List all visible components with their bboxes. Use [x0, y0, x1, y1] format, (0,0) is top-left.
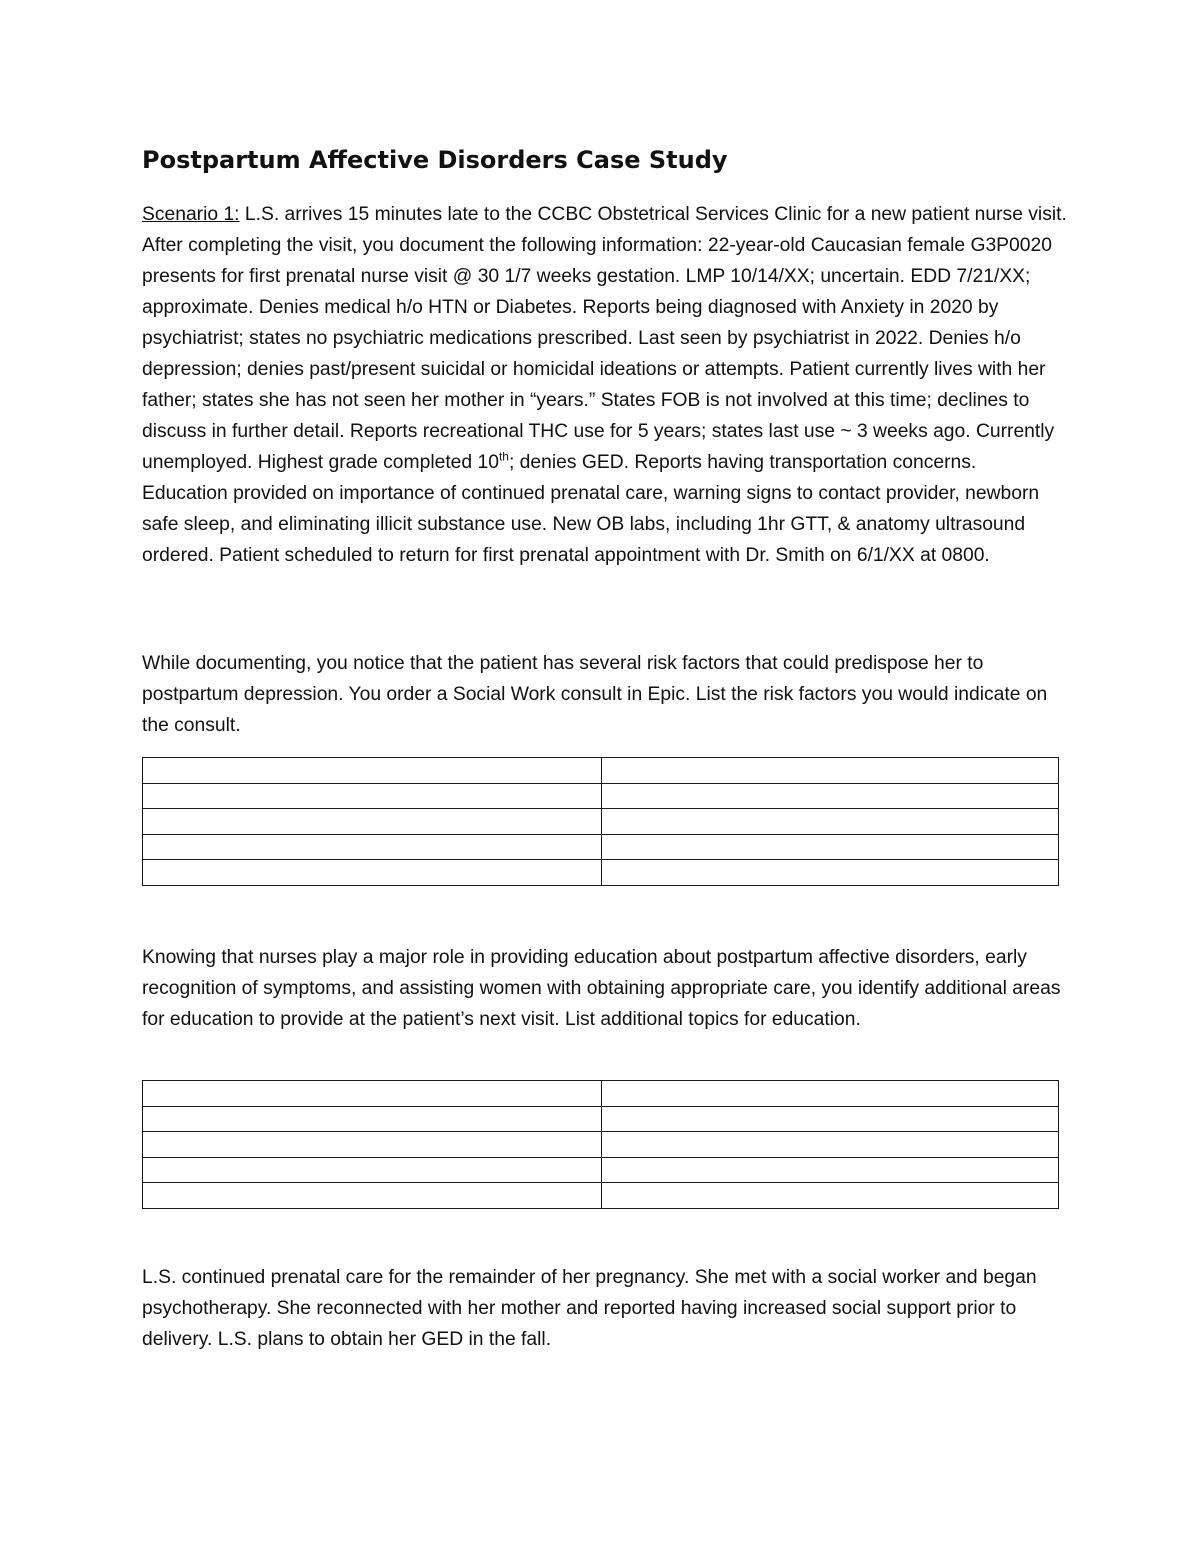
scenario-body: L.S. arrives 15 minutes late to the CCBC Obstetrical Services Clinic for a new patient nurse visit. After completing the visit, you document the following information: 22-year-old Caucasian female G3P0020 presents for first prenatal nurse visit @ 30 1/7 weeks gestation. LMP 10/14/XX; uncertain. EDD 7/21/XX; approximate. Denies medical h/o HTN or Diabetes. Reports being diagnosed with Anxiety in 2020 by psychiatrist; states no psychiatric medications prescribed. Last seen by psychiatrist in 2022. Denies h/o depression; denies past/present suicidal or homicidal ideations or attempts. Patient currently lives with her father; states she has not seen her mother in “years.” States FOB is not involved at this time; declines to discuss in further detail. Reports recreational THC use for 5 years; states last use ~ 3 weeks ago. Currently unemployed. Highest grade completed 10	[142, 204, 1067, 473]
education-topic-row	[143, 1157, 1059, 1183]
risk-factor-cell[interactable]	[143, 783, 602, 809]
education-topic-cell[interactable]	[143, 1183, 602, 1209]
risk-factors-table	[142, 757, 1059, 886]
risk-factor-cell[interactable]	[143, 809, 602, 835]
risk-factor-cell[interactable]	[143, 758, 602, 784]
scenario-label: Scenario 1:	[142, 204, 240, 225]
education-topic-cell[interactable]	[143, 1106, 602, 1132]
education-topic-cell[interactable]	[143, 1132, 602, 1158]
document-title: Postpartum Affective Disorders Case Study	[142, 146, 728, 174]
risk-factor-cell[interactable]	[143, 860, 602, 886]
education-topic-row	[143, 1183, 1059, 1209]
risk-factors-prompt: While documenting, you notice that the patient has several risk factors that could predispose her to postpartum depression. You order a Social Work consult in Epic. List the risk factors you would indicate on the consult.	[142, 653, 1048, 736]
risk-factor-row	[143, 860, 1059, 886]
risk-factor-row	[143, 809, 1059, 835]
risk-factor-row	[143, 783, 1059, 809]
risk-factor-row	[143, 758, 1059, 784]
outcome-paragraph: L.S. continued prenatal care for the remainder of her pregnancy. She met with a social worker and began psychotherapy. She reconnected with her mother and reported having increased social support prior to delivery. L.S. plans to obtain her GED in the fall.	[142, 1267, 1037, 1350]
education-topic-row	[143, 1132, 1059, 1158]
education-topic-row	[143, 1106, 1059, 1132]
scenario-paragraph	[142, 199, 1067, 571]
risk-factor-row	[143, 834, 1059, 860]
risk-factor-cell[interactable]	[143, 834, 602, 860]
education-topic-cell[interactable]	[602, 1132, 1059, 1158]
education-topic-cell[interactable]	[143, 1081, 602, 1107]
risk-factor-cell[interactable]	[602, 809, 1059, 835]
education-topic-cell[interactable]	[602, 1183, 1059, 1209]
education-topic-cell[interactable]	[143, 1157, 602, 1183]
risk-factor-cell[interactable]	[602, 783, 1059, 809]
scenario-body-tail: ; denies GED. Reports having transportation concerns. Education provided on importance of continued prenatal care, warning signs to contact provider, newborn safe sleep, and eliminating illicit substance use. New OB labs, including 1hr GTT, & anatomy ultrasound ordered. Patient scheduled to return for first prenatal appointment with Dr. Smith on 6/1/XX at 0800.	[142, 452, 1040, 566]
risk-factor-cell[interactable]	[602, 758, 1059, 784]
education-topic-cell[interactable]	[602, 1157, 1059, 1183]
education-topic-cell[interactable]	[602, 1081, 1059, 1107]
risk-factor-cell[interactable]	[602, 834, 1059, 860]
education-prompt: Knowing that nurses play a major role in providing education about postpartum affective disorders, early recognition of symptoms, and assisting women with obtaining appropriate care, you identify additional areas for education to provide at the patient’s next visit. List additional topics for education.	[142, 947, 1061, 1030]
education-topic-cell[interactable]	[602, 1106, 1059, 1132]
ordinal-superscript: th	[498, 449, 509, 464]
education-topic-row	[143, 1081, 1059, 1107]
risk-factor-cell[interactable]	[602, 860, 1059, 886]
education-topics-table	[142, 1080, 1059, 1209]
